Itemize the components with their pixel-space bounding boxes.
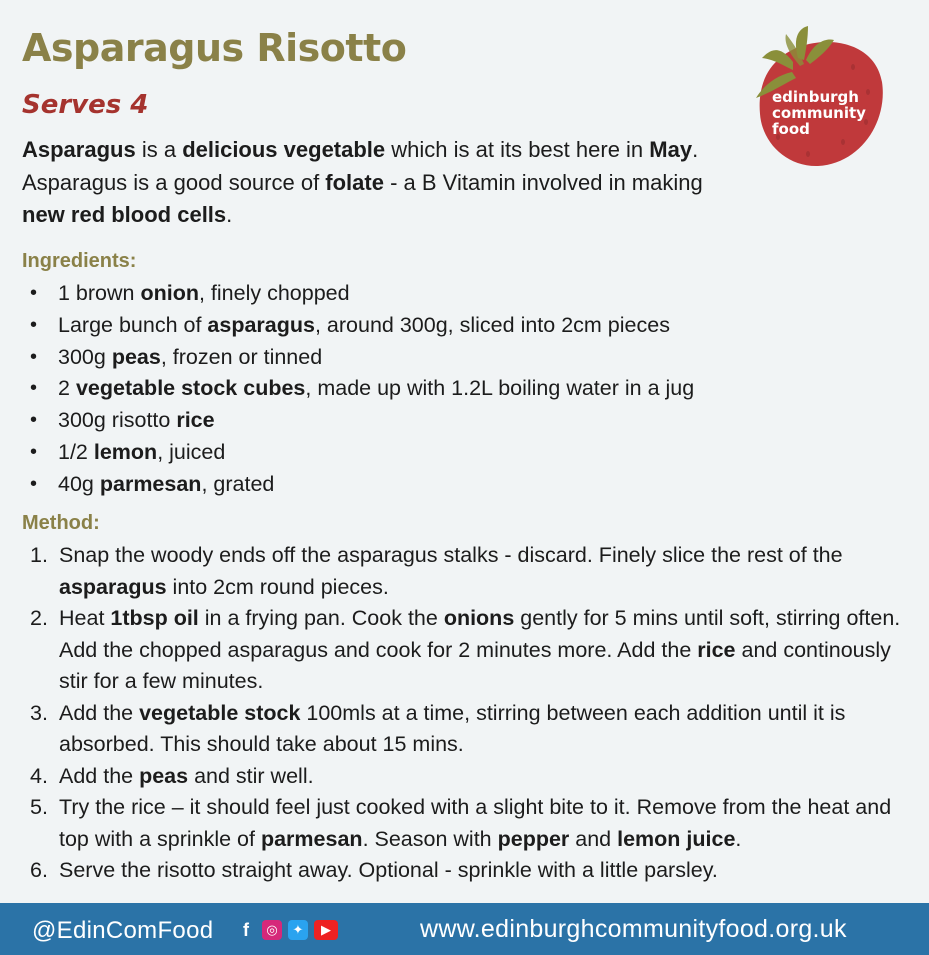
method-step (30, 540, 920, 603)
ingredient-item (30, 310, 910, 342)
bold-text: May (649, 137, 693, 162)
ingredient-item (30, 437, 910, 469)
text-run: Large bunch of (58, 312, 208, 337)
step-number: 1. (30, 543, 48, 567)
text-run: into 2cm round pieces. (166, 574, 389, 599)
text-run: in a frying pan. Cook the (198, 606, 444, 630)
text-run: is a (135, 137, 183, 162)
method-step (30, 761, 920, 793)
text-run: 300g risotto (58, 408, 177, 433)
bold-text: asparagus (59, 574, 167, 599)
bold-text: parmesan (99, 471, 202, 496)
instagram-icon[interactable]: ◎ (262, 920, 282, 940)
bold-text: parmesan (260, 826, 363, 851)
step-text (59, 792, 920, 855)
ingredient-text (58, 278, 350, 310)
text-run: and continously stir for a few minutes. (59, 637, 891, 693)
text-run: which is at its best here in (385, 137, 650, 162)
twitter-icon[interactable]: ✦ (288, 920, 308, 940)
text-run: . (226, 202, 233, 227)
step-text (59, 540, 920, 603)
step-text (59, 855, 920, 887)
step-text (59, 761, 920, 793)
ingredient-text (58, 405, 215, 437)
text-run: . Season with (362, 826, 498, 851)
text-run: Add the (59, 700, 140, 725)
text-run: - a B Vitamin involved in making (383, 169, 703, 195)
method-step (30, 603, 920, 698)
text-run: . (735, 826, 742, 851)
text-run: , finely chopped (198, 281, 350, 305)
bullet-icon: • (30, 282, 38, 304)
bullet-icon: • (30, 313, 38, 336)
bold-text: lemon (93, 439, 158, 464)
text-run: Add the (59, 763, 140, 788)
ingredient-text (58, 310, 670, 342)
ingredient-text (58, 469, 274, 501)
bold-text: asparagus (207, 312, 315, 337)
method-step (30, 698, 920, 761)
step-number: 5. (30, 795, 48, 819)
text-run: Snap the woody ends off the asparagus stalks - discard. Finely slice the rest of the (59, 543, 843, 567)
social-icons (236, 920, 338, 940)
ingredients-heading: Ingredients: (22, 250, 137, 272)
ingredients-list (30, 278, 910, 501)
bold-text: rice (176, 408, 215, 433)
text-run: Serve the risotto straight away. Optional - sprinkle with a little parsley. (59, 858, 718, 882)
social-handle[interactable]: @EdinComFood (32, 917, 214, 944)
bold-text: rice (697, 637, 736, 662)
method-step (30, 792, 920, 855)
bullet-icon: • (30, 440, 38, 463)
method-step (30, 855, 920, 887)
step-text (59, 603, 920, 698)
bold-text: vegetable stock (139, 700, 301, 725)
text-run: 300g (58, 344, 112, 369)
text-run: and (569, 826, 618, 851)
bold-text: peas (111, 344, 161, 369)
text-run: , juiced (157, 439, 226, 464)
bold-text: pepper (497, 826, 570, 851)
step-number: 2. (30, 606, 48, 630)
intro-paragraph (22, 134, 782, 232)
bold-text: onion (140, 281, 199, 305)
bold-text: peas (139, 763, 189, 788)
intro-line (22, 134, 782, 167)
serves-count: Serves 4 (22, 90, 149, 120)
text-run: Asparagus is a good source of (22, 169, 326, 195)
text-run: 2 (58, 376, 76, 401)
bullet-icon: • (30, 377, 38, 400)
text-run: and stir well. (188, 763, 314, 788)
recipe-title: Asparagus Risotto (22, 26, 407, 70)
bullet-icon: • (30, 345, 38, 368)
bold-text: folate (325, 169, 384, 195)
ingredient-item (30, 342, 910, 374)
text-run: 40g (58, 471, 100, 496)
text-run: . (692, 137, 699, 162)
text-run: 1/2 (58, 439, 94, 464)
logo-line3: food (772, 120, 810, 138)
text-run: Try the rice – it should feel just cooked with a slight bite to it. Remove from the heat and top with a sprinkle of (59, 795, 892, 851)
logo-line2: community (772, 104, 866, 122)
facebook-icon[interactable]: f (243, 919, 249, 940)
bold-text: vegetable stock cubes (75, 376, 306, 401)
text-run: , frozen or tinned (160, 344, 323, 369)
bold-text: delicious vegetable (182, 137, 386, 162)
step-text (59, 698, 920, 761)
text-run: Heat (59, 606, 111, 630)
ingredient-item (30, 373, 910, 405)
ingredient-item (30, 469, 910, 501)
bold-text: new red blood cells (22, 202, 227, 227)
text-run: , made up with 1.2L boiling water in a jug (305, 376, 695, 401)
method-heading: Method: (22, 512, 100, 534)
ingredient-item (30, 278, 910, 310)
youtube-icon[interactable]: ▶ (314, 920, 338, 940)
logo-line1: edinburgh (772, 88, 859, 106)
bullet-icon: • (30, 409, 38, 432)
text-run: gently for 5 mins until soft, stirring often. Add the chopped asparagus and cook for 2 minutes more. Add the (59, 606, 901, 662)
method-list (30, 540, 920, 887)
intro-line (22, 199, 782, 232)
step-number: 3. (30, 700, 48, 725)
ingredient-text (58, 373, 694, 405)
bold-text: lemon juice (617, 826, 736, 851)
text-run: , around 300g, sliced into 2cm pieces (314, 312, 670, 337)
text-run: 100mls at a time, stirring between each addition until it is absorbed. This should take about 15 mins. (59, 700, 846, 756)
bold-text: Asparagus (22, 137, 136, 162)
intro-line (22, 167, 782, 200)
ingredient-item (30, 405, 910, 437)
ingredient-text (58, 437, 225, 469)
ingredient-text (58, 342, 322, 374)
step-number: 4. (30, 763, 48, 788)
footer-bar (0, 903, 929, 955)
text-run: 1 brown (58, 281, 141, 305)
bold-text: 1tbsp oil (110, 606, 199, 630)
website-link[interactable]: www.edinburghcommunityfood.org.uk (420, 915, 847, 943)
step-number: 6. (30, 858, 48, 882)
bullet-icon: • (30, 472, 38, 495)
text-run: , grated (201, 471, 275, 496)
bold-text: onions (443, 606, 515, 630)
